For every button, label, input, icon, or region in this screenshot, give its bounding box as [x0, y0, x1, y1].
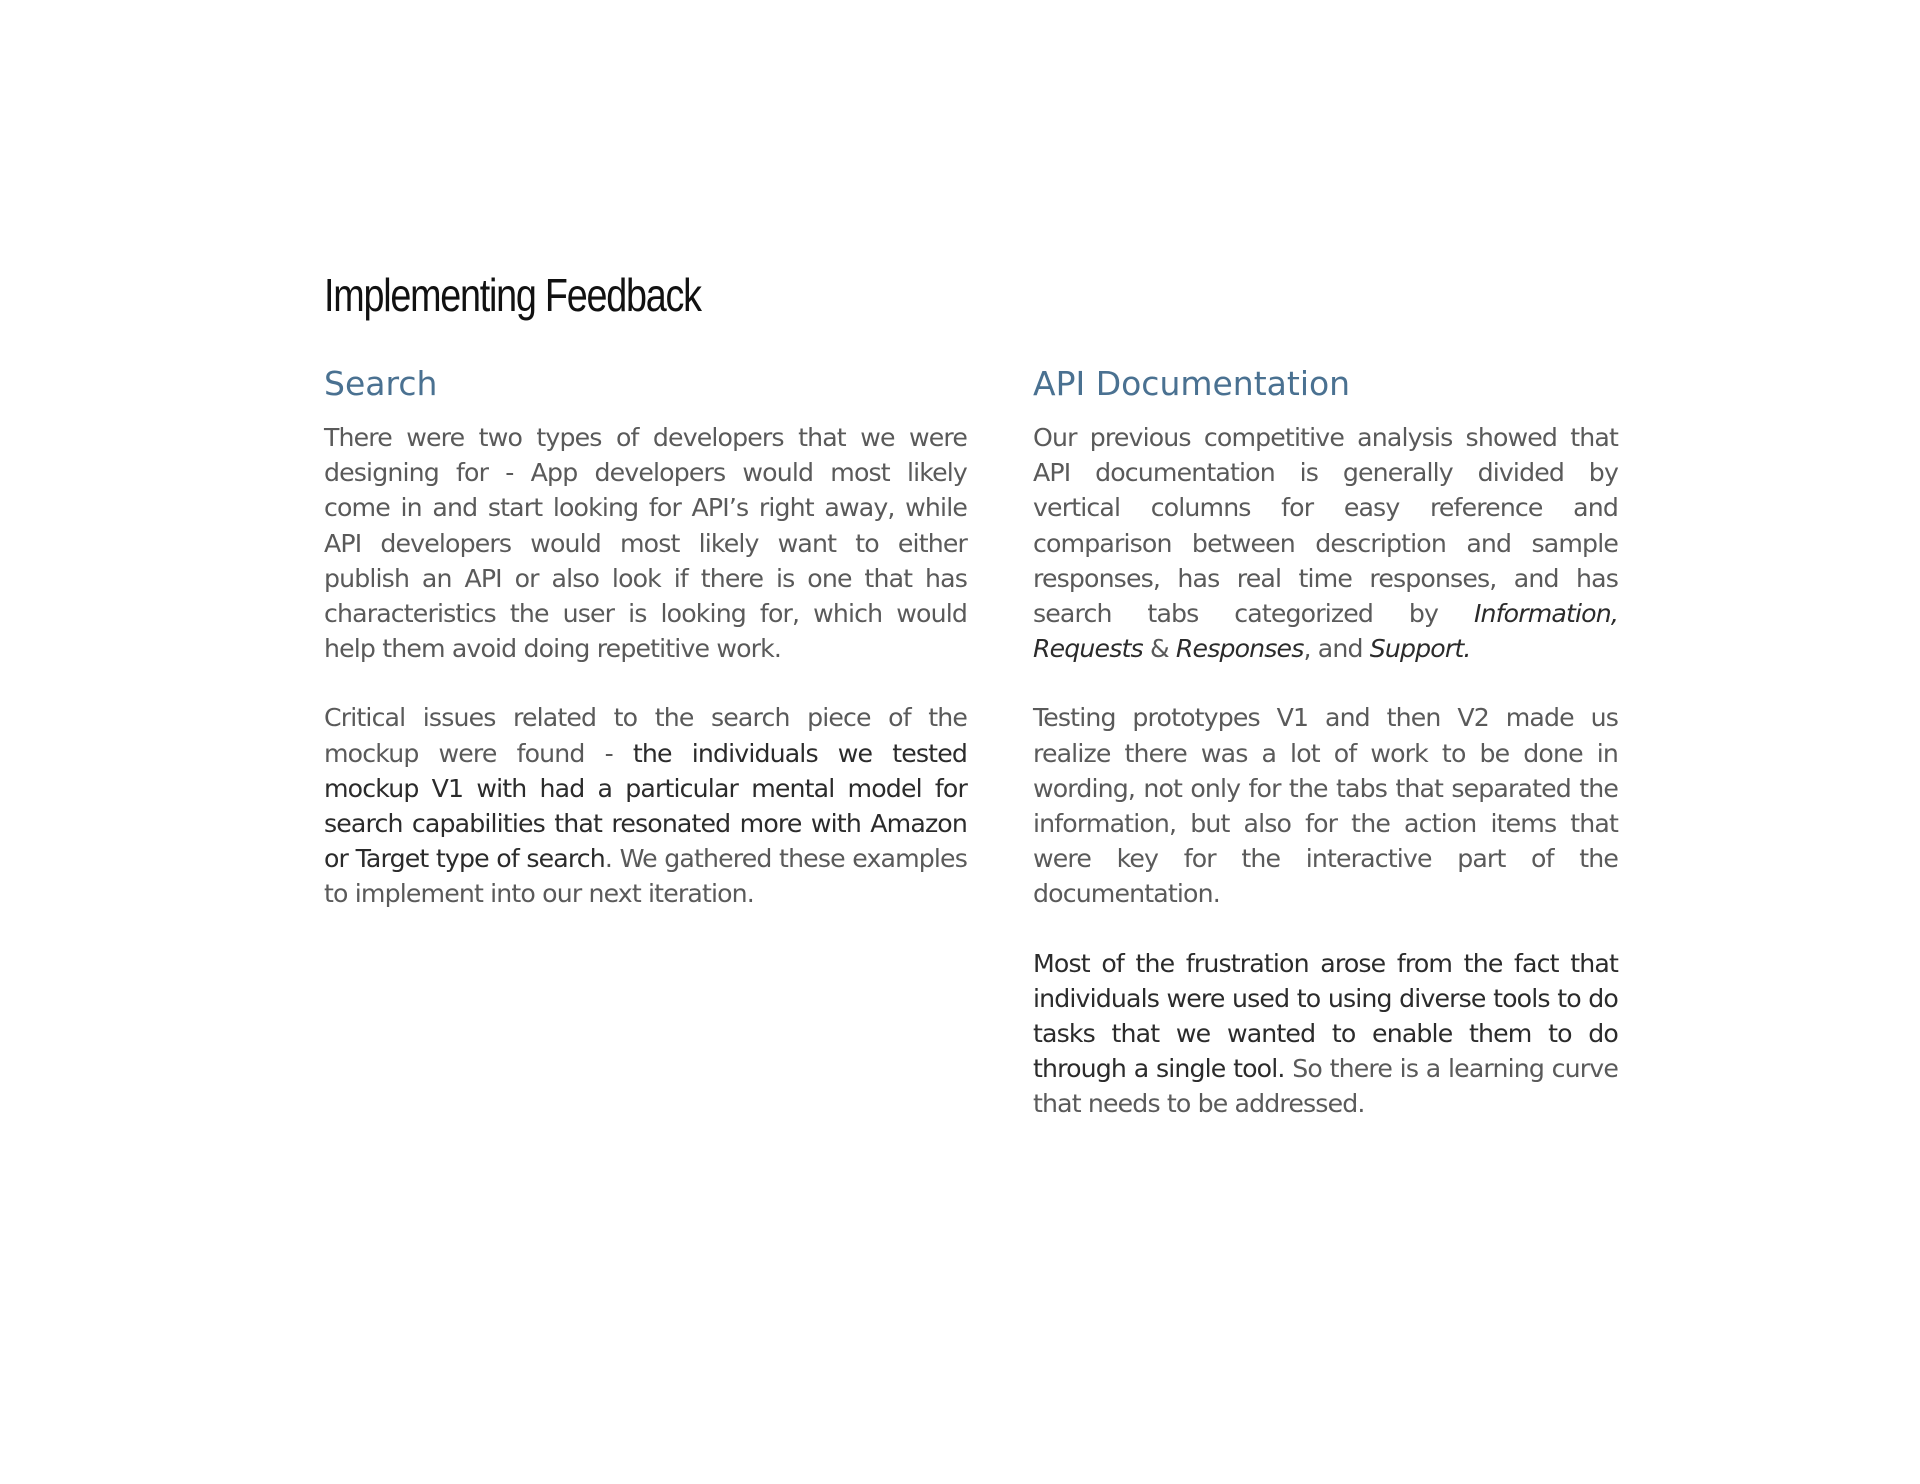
- search-paragraph-2-intro: Critical issues related to the search piece of the mockup were found -: [324, 703, 967, 768]
- api-doc-paragraph-3-outro: So there is a learning curve that needs to be addressed.: [1033, 1054, 1618, 1119]
- ampersand: &: [1142, 634, 1176, 664]
- api-doc-paragraph-2: Testing prototypes V1 and then V2 made us realize there was a lot of work to be done in wording, not only for the tabs that separated the information, but also for the action items that were key for the interactive part of the documentation.: [1033, 703, 1618, 909]
- search-paragraph-2-outro: . We gathered these examples to implement into our next iteration.: [324, 844, 967, 909]
- api-doc-paragraph-3-highlight: Most of the frustration arose from the fact that individuals were used to using diverse tools to do tasks that we wanted to enable them to do through a single tool.: [1033, 948, 1618, 1084]
- api-doc-paragraph-3: [1033, 946, 1618, 1122]
- tab-name-responses: Responses: [1175, 634, 1304, 664]
- tab-name-information-requests: Information, Requests: [1033, 599, 1618, 664]
- conjunction-and: , and: [1303, 634, 1370, 664]
- page-title: Implementing Feedback: [324, 269, 701, 321]
- api-doc-paragraph-1: [1033, 420, 1618, 666]
- search-section: [324, 362, 967, 912]
- search-paragraph-1: There were two types of developers that we were designing for - App developers would most likely come in and start looking for API’s right away, while API developers would most likely want to either publish an API or also look if there is one that has characteristics the user is looking for, which would help them avoid doing repetitive work.: [324, 423, 967, 664]
- search-heading: Search: [324, 364, 438, 403]
- search-paragraph-2: [324, 700, 967, 911]
- api-documentation-section: [1033, 362, 1618, 1122]
- api-doc-paragraph-1-text: Our previous competitive analysis showed that API documentation is generally divided by vertical columns for easy reference and comparison between description and sample responses, has real time responses, and has search tabs categorized by: [1033, 423, 1618, 629]
- search-paragraph-2-highlight: the individuals we tested mockup V1 with had a particular mental model for search capabilities that resonated more with Amazon or Target type of search: [324, 738, 967, 874]
- tab-name-support: Support.: [1369, 634, 1471, 664]
- api-documentation-heading: API Documentation: [1033, 364, 1351, 403]
